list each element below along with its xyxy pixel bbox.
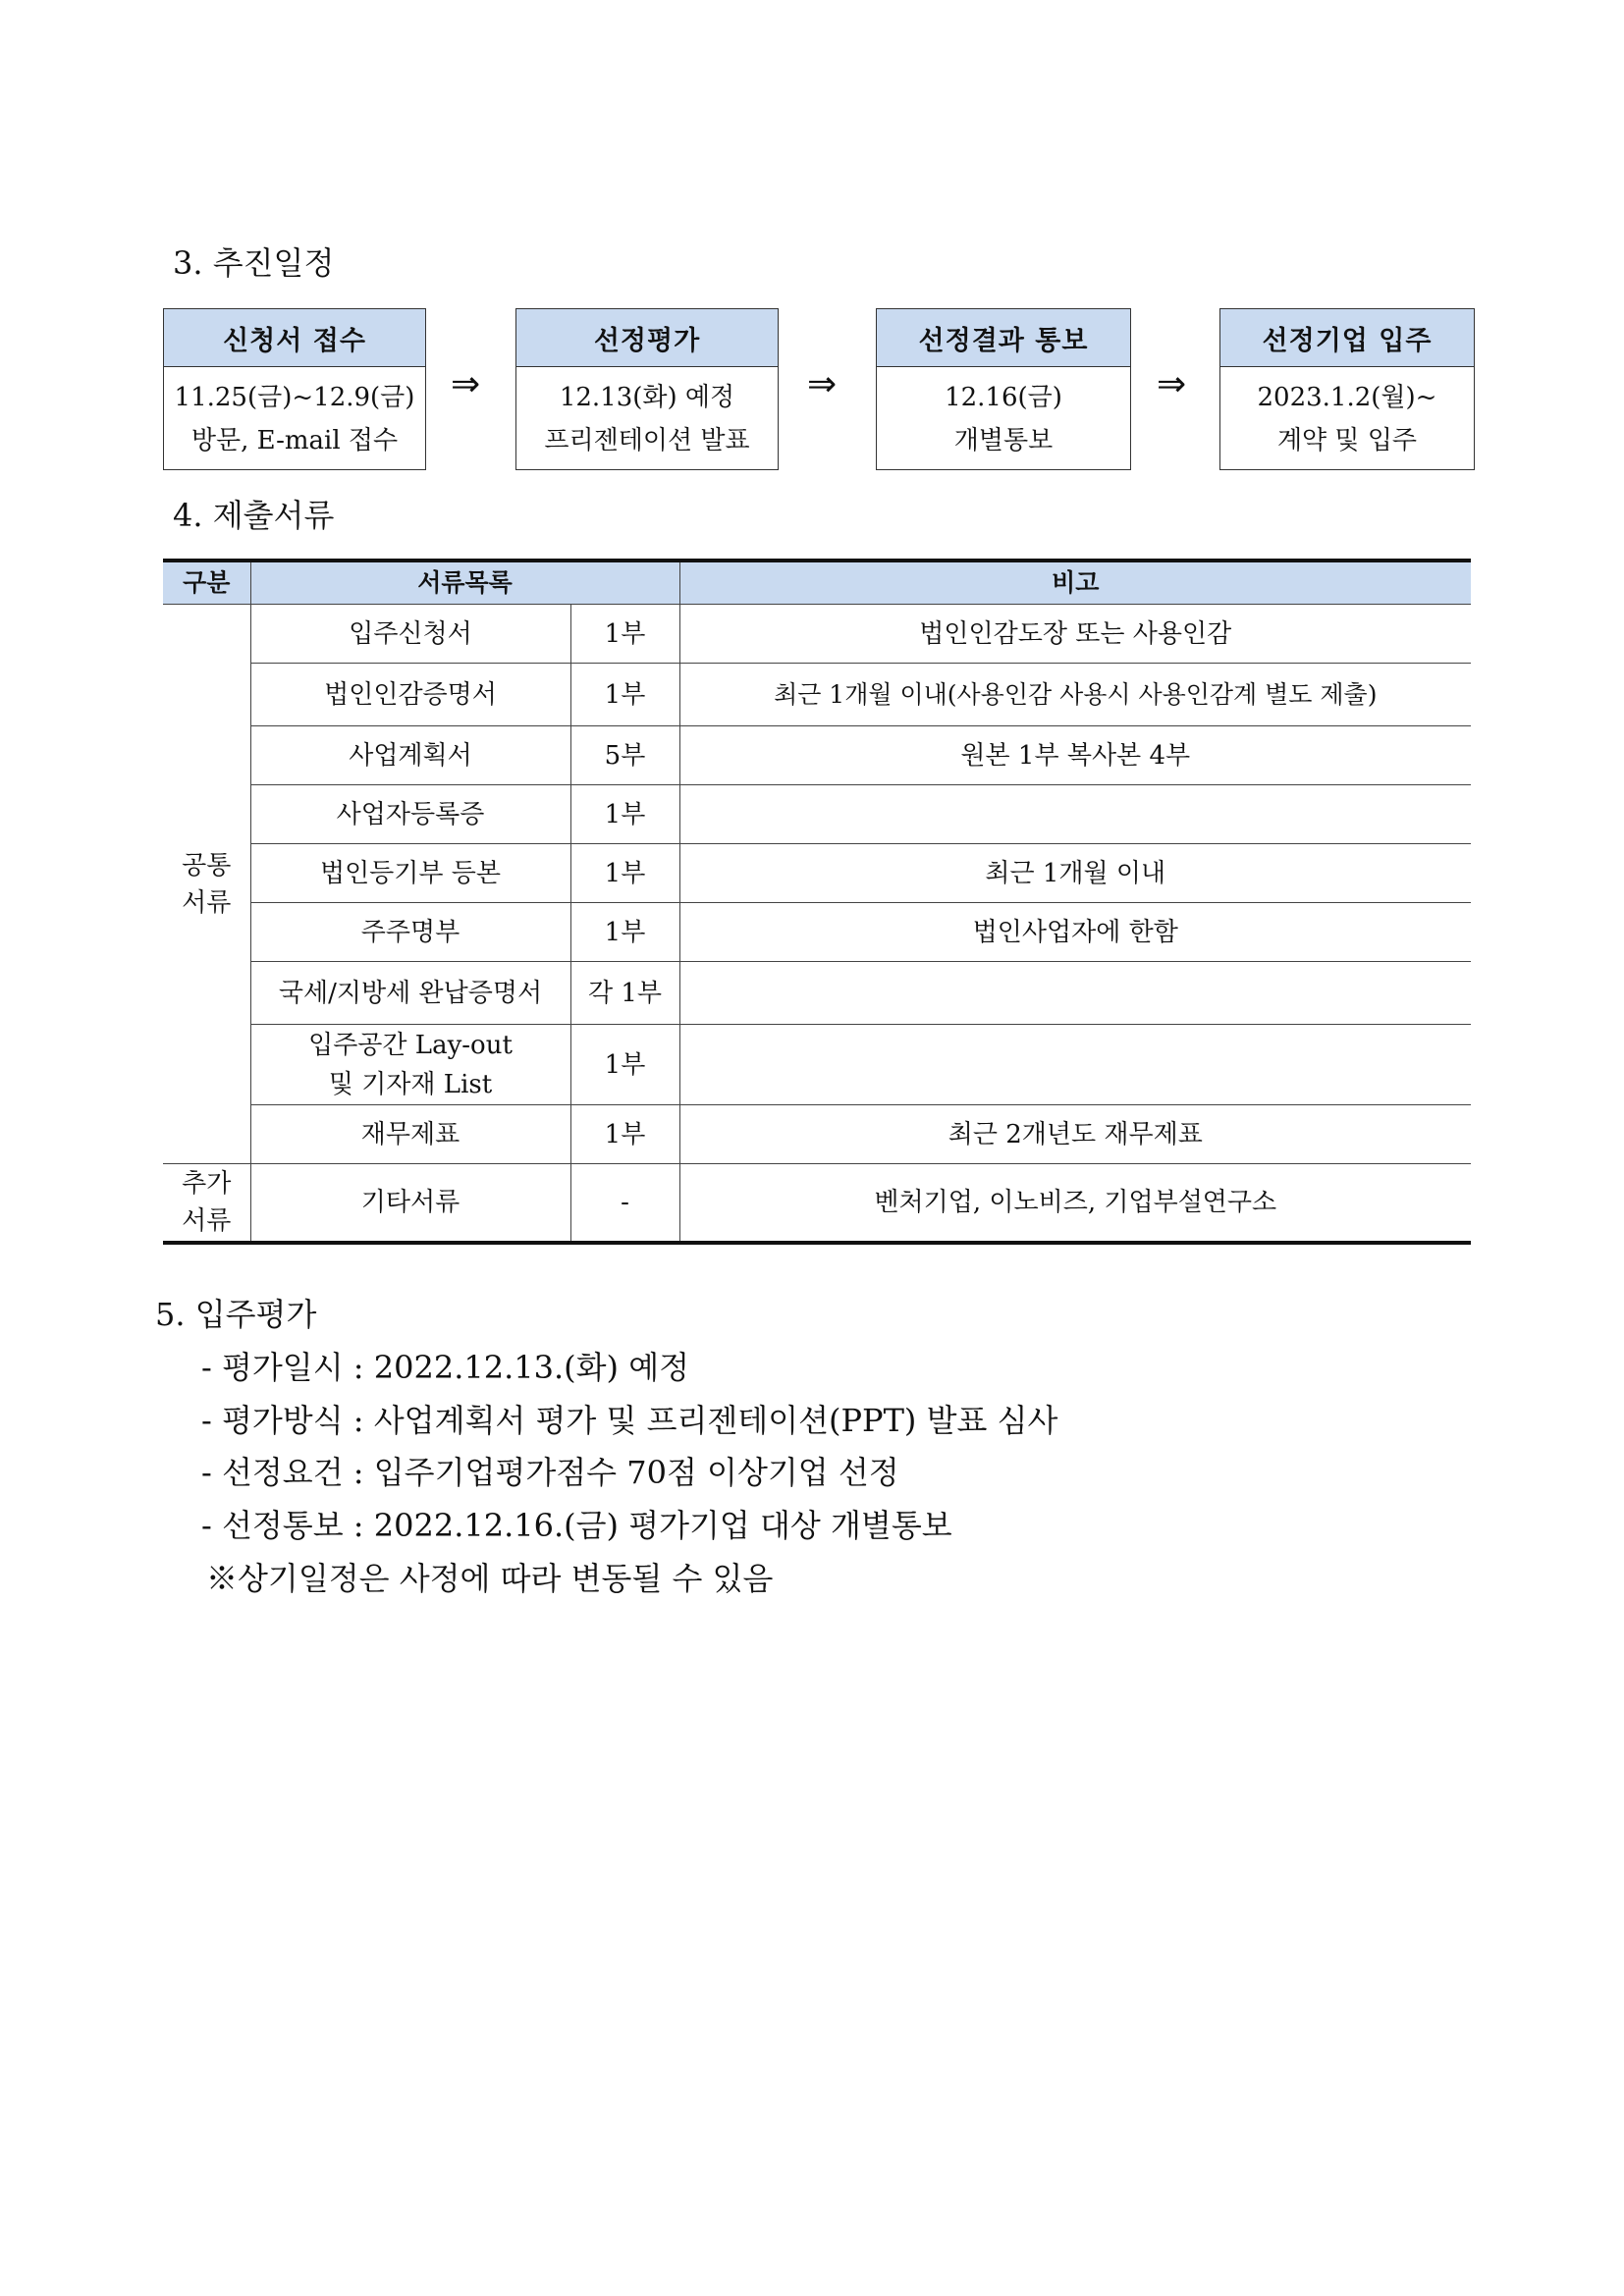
selection-notice-line: - 선정통보 : 2022.12.16.(금) 평가기업 대상 개별통보 bbox=[201, 1507, 952, 1544]
doc-name: 국세/지방세 완납증명서 bbox=[250, 962, 570, 1025]
doc-note: 최근 1개월 이내(사용인감 사용시 사용인감계 별도 제출) bbox=[679, 664, 1471, 726]
doc-name-line: 입주공간 Lay-out bbox=[308, 1030, 513, 1060]
category-label: 공통 bbox=[182, 850, 232, 881]
schedule-step-move-in bbox=[1219, 308, 1475, 470]
doc-qty: 1부 bbox=[570, 1105, 679, 1164]
step-title: 선정평가 bbox=[516, 309, 778, 367]
step-line: 개별통보 bbox=[953, 425, 1054, 455]
table-row bbox=[163, 1164, 1471, 1243]
table-row bbox=[163, 1025, 1471, 1105]
table-row bbox=[163, 962, 1471, 1025]
table-row bbox=[163, 785, 1471, 844]
doc-qty: 1부 bbox=[570, 1025, 679, 1105]
doc-name: 주주명부 bbox=[250, 903, 570, 962]
doc-name bbox=[250, 1025, 570, 1105]
step-title: 선정결과 통보 bbox=[877, 309, 1130, 367]
step-line: 12.16(금) bbox=[945, 382, 1062, 412]
doc-name: 법인인감증명서 bbox=[250, 664, 570, 726]
documents-table bbox=[163, 559, 1471, 1245]
doc-qty: 5부 bbox=[570, 726, 679, 785]
doc-note: 최근 1개월 이내 bbox=[679, 844, 1471, 903]
doc-name: 기타서류 bbox=[250, 1164, 570, 1243]
step-title: 신청서 접수 bbox=[164, 309, 425, 367]
table-row bbox=[163, 844, 1471, 903]
schedule-change-notice: ※상기일정은 사정에 따라 변동될 수 있음 bbox=[206, 1560, 774, 1597]
schedule-step-evaluation bbox=[515, 308, 779, 470]
header-documents: 서류목록 bbox=[250, 561, 679, 605]
section5-title: 5. 입주평가 bbox=[155, 1296, 317, 1333]
section4-title: 4. 제출서류 bbox=[173, 497, 335, 534]
flow-arrow: ⇒ bbox=[451, 364, 481, 404]
section3-title: 3. 추진일정 bbox=[173, 244, 335, 282]
schedule-step-application bbox=[163, 308, 426, 470]
step-line: 11.25(금)~12.9(금) bbox=[174, 382, 415, 412]
doc-name: 사업자등록증 bbox=[250, 785, 570, 844]
doc-qty: 1부 bbox=[570, 903, 679, 962]
doc-note: 법인인감도장 또는 사용인감 bbox=[679, 605, 1471, 664]
doc-note bbox=[679, 1025, 1471, 1105]
doc-note: 원본 1부 복사본 4부 bbox=[679, 726, 1471, 785]
header-note: 비고 bbox=[679, 561, 1471, 605]
doc-note bbox=[679, 785, 1471, 844]
step-title: 선정기업 입주 bbox=[1220, 309, 1474, 367]
doc-note: 법인사업자에 한함 bbox=[679, 903, 1471, 962]
doc-qty: 1부 bbox=[570, 664, 679, 726]
doc-qty: - bbox=[570, 1164, 679, 1243]
header-category: 구분 bbox=[163, 561, 250, 605]
category-label: 서류 bbox=[182, 887, 232, 918]
category-label: 서류 bbox=[182, 1205, 232, 1236]
table-row bbox=[163, 1105, 1471, 1164]
category-label: 추가 bbox=[182, 1168, 232, 1199]
doc-name: 법인등기부 등본 bbox=[250, 844, 570, 903]
selection-criteria-line: - 선정요건 : 입주기업평가점수 70점 이상기업 선정 bbox=[201, 1454, 899, 1491]
step-line: 프리젠테이션 발표 bbox=[544, 425, 750, 455]
doc-name: 입주신청서 bbox=[250, 605, 570, 664]
category-common bbox=[163, 605, 250, 1164]
doc-note: 벤처기업, 이노비즈, 기업부설연구소 bbox=[679, 1164, 1471, 1243]
step-line: 방문, E-mail 접수 bbox=[190, 425, 399, 455]
doc-qty: 1부 bbox=[570, 785, 679, 844]
table-row bbox=[163, 903, 1471, 962]
table-row bbox=[163, 726, 1471, 785]
doc-name-line: 및 기자재 List bbox=[328, 1069, 493, 1099]
doc-qty: 각 1부 bbox=[570, 962, 679, 1025]
doc-note: 최근 2개년도 재무제표 bbox=[679, 1105, 1471, 1164]
table-row bbox=[163, 664, 1471, 726]
step-line: 2023.1.2(월)~ bbox=[1257, 382, 1437, 412]
evaluation-date-line: - 평가일시 : 2022.12.13.(화) 예정 bbox=[201, 1349, 690, 1386]
doc-qty: 1부 bbox=[570, 844, 679, 903]
schedule-step-notification bbox=[876, 308, 1131, 470]
category-extra bbox=[163, 1164, 250, 1243]
evaluation-method-line: - 평가방식 : 사업계획서 평가 및 프리젠테이션(PPT) 발표 심사 bbox=[201, 1402, 1058, 1439]
doc-name: 사업계획서 bbox=[250, 726, 570, 785]
table-header-row bbox=[163, 561, 1471, 605]
doc-note bbox=[679, 962, 1471, 1025]
doc-qty: 1부 bbox=[570, 605, 679, 664]
flow-arrow: ⇒ bbox=[807, 364, 838, 404]
step-line: 12.13(화) 예정 bbox=[559, 382, 735, 412]
step-line: 계약 및 입주 bbox=[1276, 425, 1418, 455]
table-row bbox=[163, 605, 1471, 664]
doc-name: 재무제표 bbox=[250, 1105, 570, 1164]
flow-arrow: ⇒ bbox=[1157, 364, 1187, 404]
